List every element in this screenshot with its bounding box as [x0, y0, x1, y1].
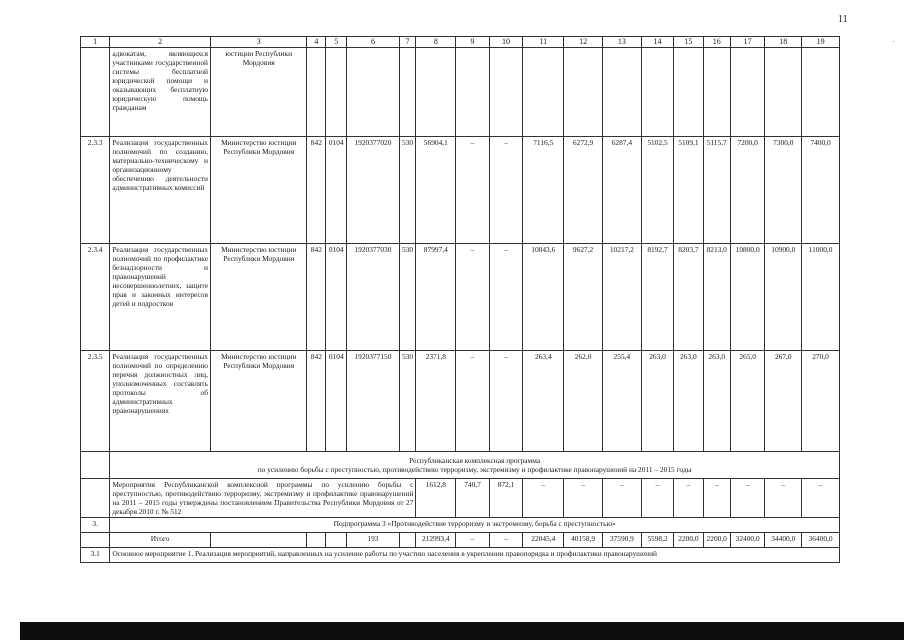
value-cell: 530: [399, 244, 416, 351]
value-cell: 740,7: [456, 479, 490, 518]
executor: юстиции Республики Мордовия: [210, 48, 306, 137]
value-cell: 40158,9: [564, 533, 603, 548]
table-row: [81, 548, 840, 563]
header-cell: 10: [489, 37, 523, 48]
header-cell: 8: [416, 37, 456, 48]
value-cell: –: [523, 479, 564, 518]
header-cell: 3: [210, 37, 306, 48]
measure-description: Реализация государственных полномочий по определению перечня должностных лиц, уполномоченных составлять протоколы об административных правонарушениях: [110, 351, 211, 452]
executor: Министерство юстиции Республики Мордовия: [210, 244, 306, 351]
value-cell: 530: [399, 137, 416, 244]
header-cell: 13: [602, 37, 641, 48]
value-cell: –: [489, 351, 523, 452]
budget-table-container: [80, 36, 840, 563]
value-cell: 842: [307, 351, 326, 452]
value-cell: –: [456, 351, 490, 452]
value-cell: 87997,4: [416, 244, 456, 351]
header-cell: 19: [802, 37, 840, 48]
value-cell: –: [489, 137, 523, 244]
value-cell: 255,4: [602, 351, 641, 452]
measures-description: Мероприятия Республиканской комплексной программы по усилению борьбы с преступностью, противодействию терроризму, экстремизму и профилактике правонарушений на 2011 – 2015 годы утверждены постановлением Правительства Республики Мордовия от 27 декабря 2010 г. № 512: [110, 479, 416, 518]
value-cell: 8203,7: [674, 244, 703, 351]
value-cell: –: [456, 137, 490, 244]
value-cell: 5115,7: [703, 137, 730, 244]
measure-description: Реализация государственных полномочий по созданию, материально-техническому и организационному обеспечению деятельности административных комиссий: [110, 137, 211, 244]
value-cell: 10900,0: [765, 244, 802, 351]
table-row: [81, 351, 840, 452]
header-cell: 7: [399, 37, 416, 48]
measure-description: Реализация государственных полномочий по профилактике безнадзорности и правонарушений несовершеннолетних, защите прав и законных интересов детей и подростков: [110, 244, 211, 351]
value-cell: –: [489, 533, 523, 548]
row-number: 3.: [81, 518, 110, 533]
value-cell: 7300,0: [765, 137, 802, 244]
value-cell: 1920377030: [347, 244, 399, 351]
value-cell: –: [489, 244, 523, 351]
value-cell: 872,1: [489, 479, 523, 518]
value-cell: 6272,9: [564, 137, 603, 244]
header-cell: 17: [730, 37, 765, 48]
value-cell: 10217,2: [602, 244, 641, 351]
value-cell: 263,4: [523, 351, 564, 452]
row-number: 3.1: [81, 548, 110, 563]
value-cell: –: [602, 479, 641, 518]
subprogram-title: Подпрограмма 3 «Противодействие терроризму и экстремизму, борьба с преступностью»: [110, 518, 840, 533]
value-cell: 530: [399, 351, 416, 452]
row-number: 2.3.4: [81, 244, 110, 351]
value-cell: 5598,2: [641, 533, 673, 548]
header-cell: 9: [456, 37, 490, 48]
header-cell: 1: [81, 37, 110, 48]
header-row: [81, 37, 840, 48]
value-cell: 262,0: [564, 351, 603, 452]
value-cell: 6287,4: [602, 137, 641, 244]
value-cell: 7400,0: [802, 137, 840, 244]
value-cell: 22045,4: [523, 533, 564, 548]
header-cell: 6: [347, 37, 399, 48]
header-cell: 12: [564, 37, 603, 48]
header-cell: 18: [765, 37, 802, 48]
value-cell: 842: [307, 244, 326, 351]
header-cell: 4: [307, 37, 326, 48]
value-cell: 193: [347, 533, 399, 548]
program-heading-line2: по усилению борьбы с преступностью, противодействию терроризму, экстремизму и профилактике правонарушений на 2011 – 2015 годы: [257, 465, 692, 474]
program-heading-row: [81, 452, 840, 479]
value-cell: 10800,0: [730, 244, 765, 351]
value-cell: 5109,1: [674, 137, 703, 244]
total-row: [81, 533, 840, 548]
value-cell: 32400,0: [730, 533, 765, 548]
value-cell: 212993,4: [416, 533, 456, 548]
value-cell: 263,0: [703, 351, 730, 452]
value-cell: 7116,5: [523, 137, 564, 244]
program-heading-line1: Республиканская комплексная программа: [409, 456, 541, 465]
value-cell: 842: [307, 137, 326, 244]
value-cell: 1920377150: [347, 351, 399, 452]
value-cell: 8192,7: [641, 244, 673, 351]
value-cell: –: [456, 244, 490, 351]
header-cell: 5: [326, 37, 347, 48]
value-cell: –: [564, 479, 603, 518]
budget-table: [80, 36, 840, 563]
page-number: 11: [838, 14, 848, 25]
value-cell: –: [674, 479, 703, 518]
measure-description: адвокатам, являющихся участниками государственной системы бесплатной юридической помощи и оказывающих бесплатную юридическую помощь гражданам: [110, 48, 211, 137]
row-number: 2.3.3: [81, 137, 110, 244]
value-cell: 0104: [326, 137, 347, 244]
value-cell: 2200,0: [703, 533, 730, 548]
executor: Министерство юстиции Республики Мордовия: [210, 137, 306, 244]
measures-row: [81, 479, 840, 518]
value-cell: –: [802, 479, 840, 518]
value-cell: 8213,0: [703, 244, 730, 351]
value-cell: 7200,0: [730, 137, 765, 244]
value-cell: 11000,0: [802, 244, 840, 351]
value-cell: 9627,2: [564, 244, 603, 351]
table-row: [81, 244, 840, 351]
header-cell: 15: [674, 37, 703, 48]
value-cell: 2371,8: [416, 351, 456, 452]
value-cell: –: [730, 479, 765, 518]
value-cell: 34400,0: [765, 533, 802, 548]
value-cell: 270,0: [802, 351, 840, 452]
value-cell: 263,0: [641, 351, 673, 452]
header-cell: 14: [641, 37, 673, 48]
value-cell: [399, 533, 416, 548]
main-measure-title: Основное мероприятие 1. Реализация мероприятий, направленных на усиление работы по участию населения в укреплении правопорядка и профилактики правонарушений: [110, 548, 840, 563]
subprogram-row: [81, 518, 840, 533]
value-cell: 5102,5: [641, 137, 673, 244]
value-cell: 37590,9: [602, 533, 641, 548]
header-cell: 16: [703, 37, 730, 48]
value-cell: –: [703, 479, 730, 518]
value-cell: 56904,1: [416, 137, 456, 244]
value-cell: 1920377020: [347, 137, 399, 244]
value-cell: –: [765, 479, 802, 518]
value-cell: 263,0: [674, 351, 703, 452]
total-label: Итого: [110, 533, 211, 548]
value-cell: 10843,6: [523, 244, 564, 351]
header-cell: 2: [110, 37, 211, 48]
header-cell: 11: [523, 37, 564, 48]
value-cell: –: [641, 479, 673, 518]
value-cell: 0104: [326, 351, 347, 452]
table-row: [81, 137, 840, 244]
scan-edge-shadow: [20, 622, 904, 640]
table-row: [81, 48, 840, 137]
value-cell: 267,0: [765, 351, 802, 452]
executor: Министерство юстиции Республики Мордовия: [210, 351, 306, 452]
value-cell: 0104: [326, 244, 347, 351]
program-heading: [110, 452, 840, 479]
value-cell: –: [456, 533, 490, 548]
value-cell: 1612,8: [416, 479, 456, 518]
value-cell: 36400,0: [802, 533, 840, 548]
scan-speck: [893, 41, 894, 42]
row-number: 2.3.5: [81, 351, 110, 452]
value-cell: 2200,0: [674, 533, 703, 548]
value-cell: 265,0: [730, 351, 765, 452]
